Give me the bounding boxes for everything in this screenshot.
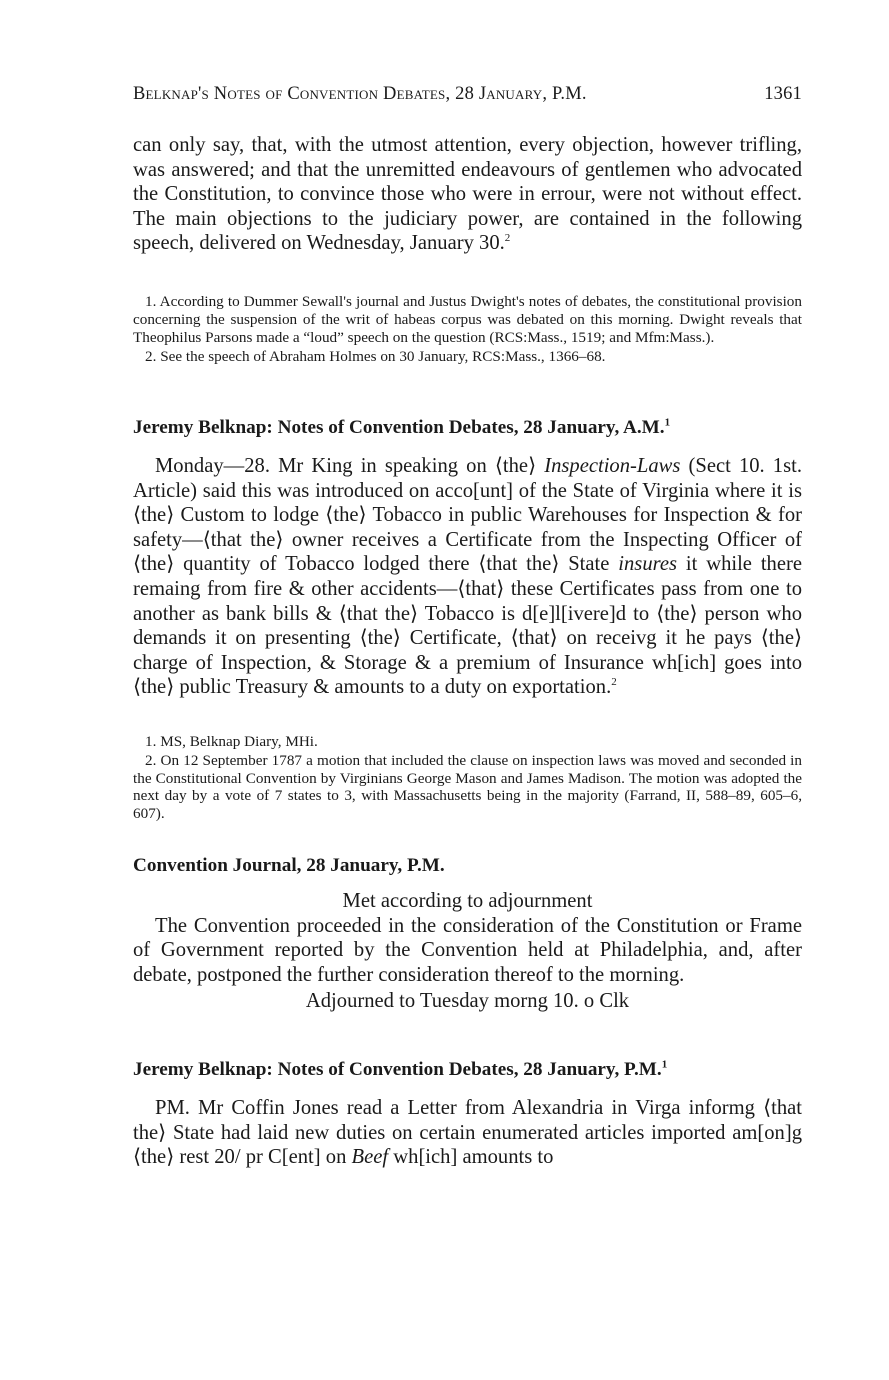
journal-heading-block bbox=[133, 855, 802, 877]
section-heading bbox=[133, 417, 802, 439]
running-head-title: Belknap's Notes of Convention Debates, 28 January, P.M. bbox=[133, 84, 587, 104]
footnote: 1. According to Dummer Sewall's journal and Justus Dwight's notes of debates, the constitutional provision concerning the suspension of the writ of habeas corpus was debated on this morning. Dwight reveals that Theophilus Parsons made a “loud” speech on the question (RCS:Mass., 1519; and Mfm:Mass.). bbox=[133, 293, 802, 346]
paragraph-text: wh[ich] amounts to bbox=[388, 1146, 554, 1169]
paragraph-text: Monday—28. Mr King in speaking on ⟨the⟩ bbox=[155, 455, 545, 477]
section-heading bbox=[133, 1059, 802, 1081]
section-heading-text: Jeremy Belknap: Notes of Convention Debates, 28 January, P.M. bbox=[133, 1059, 662, 1080]
section-am-paragraph bbox=[133, 454, 802, 700]
section-heading-text: Jeremy Belknap: Notes of Convention Debates, 28 January, A.M. bbox=[133, 417, 665, 438]
footnote-ref: 2 bbox=[504, 232, 511, 245]
intro-section bbox=[133, 133, 802, 256]
paragraph-text: PM. Mr Coffin Jones read a Letter from Alexandria in Virga informg ⟨that the⟩ State had laid new duties on certain enumerated articles imported am[on]g ⟨the⟩ rest 20/ pr C[ent] on bbox=[133, 1097, 802, 1169]
italic-term: Beef bbox=[351, 1146, 389, 1169]
section-pm-heading-block bbox=[133, 1059, 802, 1081]
footnote: 1. MS, Belknap Diary, MHi. bbox=[145, 733, 318, 750]
running-head bbox=[133, 84, 802, 110]
section-pm-body bbox=[133, 1096, 802, 1170]
journal-adjourned-line: Adjourned to Tuesday morng 10. o Clk bbox=[305, 990, 630, 1013]
journal-body bbox=[133, 889, 802, 1014]
section-am-body bbox=[133, 454, 802, 700]
footnote-ref: 1 bbox=[664, 416, 671, 429]
journal-paragraph: The Convention proceeded in the consideration of the Constitution or Frame of Government reported by the Convention held at Philadelphia, and, after debate, postponed the further consideration thereof to the morning. bbox=[133, 914, 802, 986]
intro-paragraph-text: can only say, that, with the utmost attention, every objection, however trifling, was answered; and that the unremitted endeavours of gentlemen who advocated the Constitution, to convince those who were in errour, were not without effect. The main objections to the judiciary power, are contained in the following speech, delivered on Wednesday, January 30. bbox=[133, 134, 802, 255]
footnote: 2. See the speech of Abraham Holmes on 30 January, RCS:Mass., 1366–68. bbox=[145, 348, 606, 366]
paragraph-text: (Sect 10. 1st. Article) said this was introduced on acco[unt] of the State of Virginia where it is ⟨the⟩ Custom to lodge ⟨the⟩ Tobacco in public Warehouses for Inspection & for safety—⟨that the⟩ owner receives a Certificate from the Inspecting Officer of ⟨the⟩ quantity of Tobacco lodged there ⟨that the⟩ State bbox=[133, 455, 802, 576]
section-heading: Convention Journal, 28 January, P.M. bbox=[133, 855, 445, 876]
footnote-ref: 2 bbox=[611, 676, 617, 689]
journal-met-line: Met according to adjournment bbox=[342, 890, 593, 912]
italic-term: Inspection-Laws bbox=[544, 455, 681, 477]
page-number: 1361 bbox=[764, 84, 802, 104]
intro-footnotes bbox=[133, 293, 802, 366]
section-pm-paragraph bbox=[133, 1096, 802, 1170]
footnote: 2. On 12 September 1787 a motion that included the clause on inspection laws was moved and seconded in the Constitutional Convention by Virginians George Mason and James Madison. The motion was adopted the next day by a vote of 7 states to 3, with Massachusetts being in the majority (Farrand, II, 588–89, 605–6, 607). bbox=[133, 751, 802, 823]
italic-term: insures bbox=[618, 553, 678, 576]
footnote-ref: 1 bbox=[661, 1058, 668, 1071]
paragraph-text: it while there remaing from fire & other accidents—⟨that⟩ these Certificates pass from one to another as bank bills & ⟨that the⟩ Tobacco is d[e]l[ivere]d to ⟨the⟩ person who demands it on presenting ⟨the⟩ Certificate, ⟨that⟩ on receivg it he pays ⟨the⟩ charge of Inspection, & Storage & a premium of Insurance wh[ich] goes into ⟨the⟩ public Treasury & amounts to a duty on exportation. bbox=[133, 553, 802, 699]
section-am-footnotes bbox=[133, 733, 802, 823]
intro-paragraph bbox=[133, 133, 802, 256]
section-am-heading-block bbox=[133, 417, 802, 439]
